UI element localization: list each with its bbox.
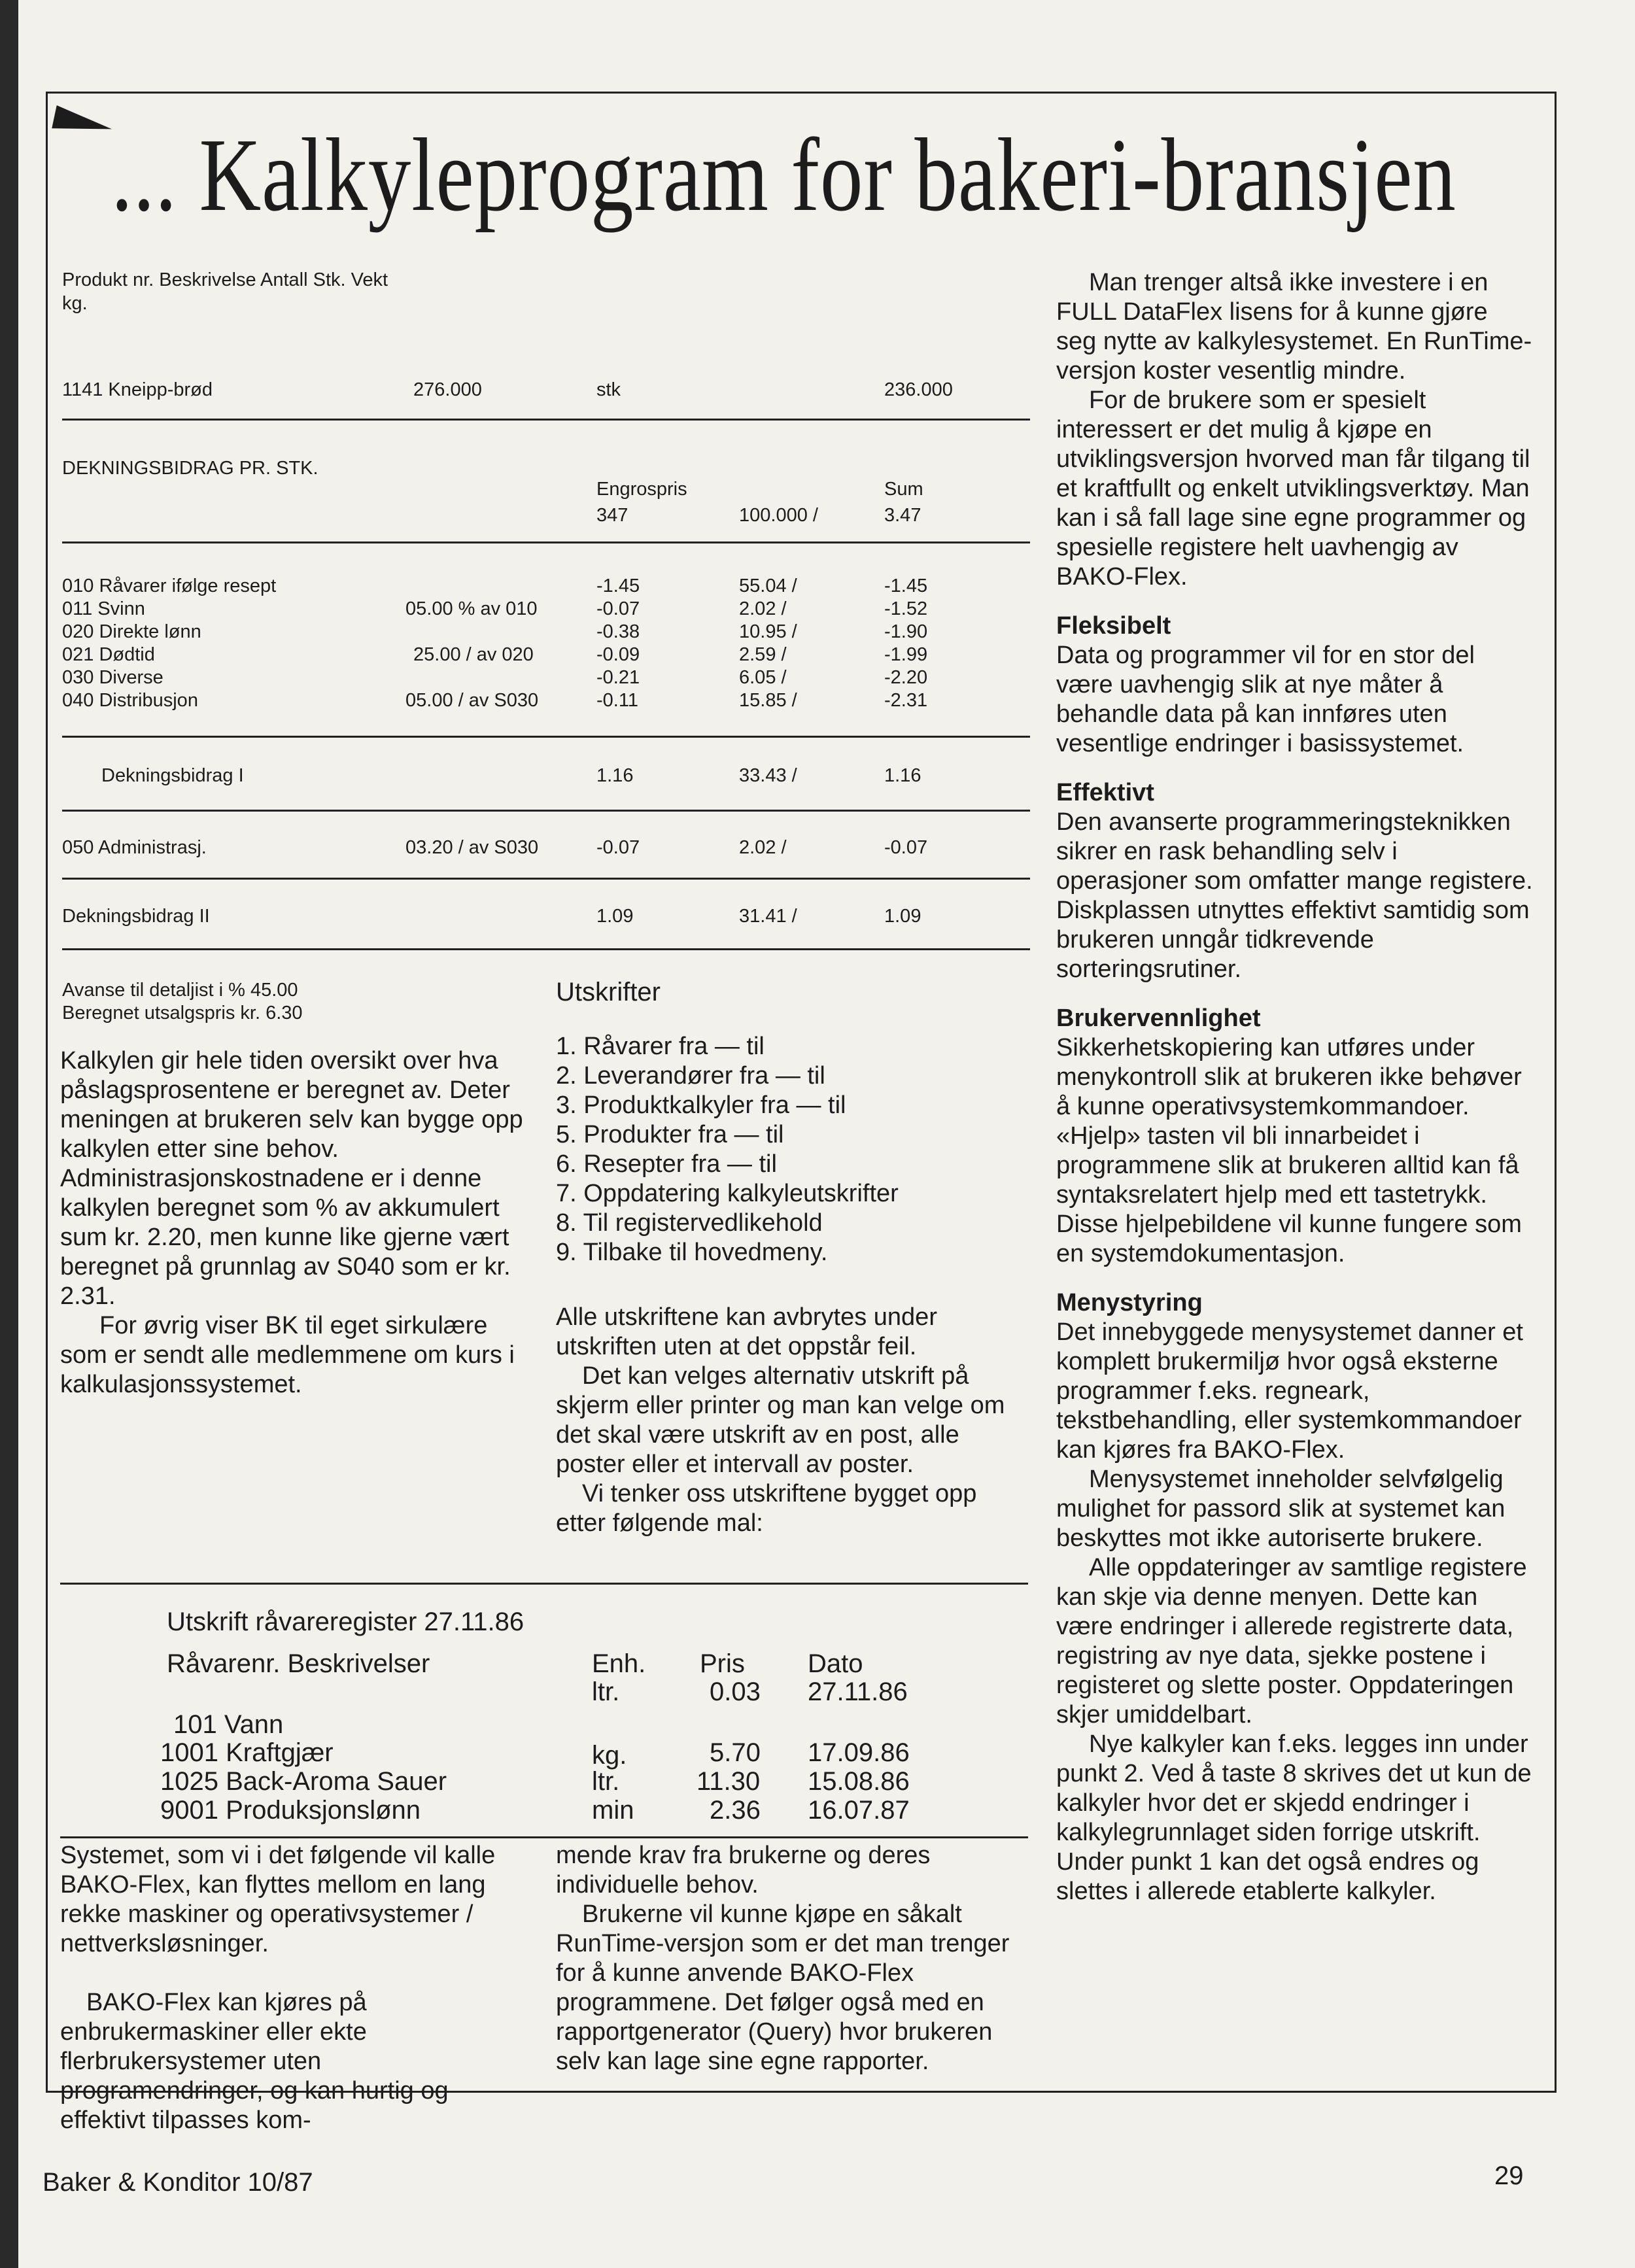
- row-c: -1.45: [884, 576, 928, 596]
- row-a: -0.07: [596, 598, 640, 619]
- divider: [60, 1836, 1028, 1838]
- utskrift-row-name: 1001 Kraftgjær: [160, 1738, 334, 1767]
- utskrift-head-dato: Dato: [808, 1649, 863, 1678]
- utskrifter-heading: Utskrifter: [556, 978, 661, 1006]
- list-item: 1. Råvarer fra — til: [556, 1033, 765, 1060]
- left-paragraph-1: Kalkylen gir hele tiden oversikt over hva påslagsprosentene er beregnet av. Deter meningen at brukeren selv kan bygge opp kalkylen etter sine behov. Administrasjonskostnadene er i denne kalkylen beregnet som % av akkumulert sum kr. 2.20, men kunne like gjerne vært beregnet på grunnlag av S040 som er kr. 2.31.: [60, 1047, 523, 1310]
- utskrift-row-enh: min: [592, 1796, 634, 1825]
- engros-label: Engrospris: [596, 479, 687, 500]
- page-title: ... Kalkyleprogram for bakeri-bransjen: [111, 116, 1456, 233]
- admin-basis: 03.20 / av S030: [405, 837, 539, 858]
- admin-b: 2.02 /: [739, 837, 787, 858]
- heading-brukervennlighet: Brukervennlighet: [1056, 1005, 1261, 1032]
- row-b: 55.04 /: [739, 576, 797, 596]
- right-paragraph-1: Man trenger altså ikke investere i en FULL DataFlex lisens for å kunne gjøre seg nytte av kalkylesystemet. En RunTime-versjon koster vesentlig mindre.: [1056, 269, 1532, 385]
- utskrift-head-pris: Pris: [700, 1649, 745, 1678]
- product-unit: stk: [596, 379, 621, 400]
- right-paragraph-3: Data og programmer vil for en stor del være uavhengig slik at nye måter å behandle data på kan innføres uten vesentlige endringer i basissystemet.: [1056, 642, 1475, 757]
- row-c: -2.31: [884, 690, 928, 711]
- sum-label: Sum: [884, 479, 923, 500]
- db1-name: Dekningsbidrag I: [101, 765, 244, 786]
- utskrift-first-pris: 0.03: [710, 1677, 761, 1706]
- divider: [62, 878, 1030, 880]
- utskrift-head-left: Råvarenr. Beskrivelser: [167, 1649, 430, 1678]
- mid-paragraph-2: Det kan velges alternativ utskrift på skjerm eller printer og man kan velge om det skal være utskrift av en post, alle poster eller et intervall av poster.: [556, 1362, 1005, 1478]
- row-b: 6.05 /: [739, 667, 787, 688]
- utskrift-head-enh: Enh.: [592, 1649, 646, 1678]
- admin-a: -0.07: [596, 837, 640, 858]
- mid-paragraph-3: Vi tenker oss utskriftene bygget opp etter følgende mal:: [556, 1480, 977, 1537]
- db1-b: 33.43 /: [739, 765, 797, 786]
- utskrift-row-pris: 11.30: [697, 1767, 761, 1796]
- row-name: 030 Diverse: [62, 667, 164, 688]
- utskrift-row-dato: 15.08.86: [808, 1767, 910, 1796]
- row-c: -2.20: [884, 667, 928, 688]
- row-name: 021 Dødtid: [62, 644, 155, 665]
- bottom-left-paragraph-1: Systemet, som vi i det følgende vil kalle BAKO-Flex, kan flyttes mellom en lang rekke maskiner og operativsystemer / nettverksløsninger.: [60, 1842, 496, 1957]
- utskrift-row-enh: ltr.: [592, 1767, 620, 1796]
- bottom-left-column: [60, 1841, 531, 2135]
- divider: [62, 810, 1030, 812]
- footer-publication: Baker & Konditor 10/87: [43, 2168, 313, 2197]
- left-paragraph-2: For øvrig viser BK til eget sirkulære som er sendt alle medlemmene om kurs i kalkulasjonssystemet.: [60, 1312, 515, 1398]
- right-paragraph-5: Sikkerhetskopiering kan utføres under menykontroll slik at brukeren ikke behøver å kunne operativsystemkommandoer. «Hjelp» tasten vil bli innarbeidet i programmene slik at brukeren alltid kan få syntaksrelatert hjelp med ett tastetrykk. Disse hjelpebildene vil kunne fungere som en systemdokumentasjon.: [1056, 1034, 1522, 1267]
- sum-value: 3.47: [884, 505, 921, 526]
- calc-header-line2: kg.: [62, 293, 88, 314]
- row-name: 040 Distribusjon: [62, 690, 198, 711]
- list-item: 3. Produktkalkyler fra — til: [556, 1091, 846, 1119]
- divider: [62, 541, 1030, 543]
- utskrift-row-name: 101 Vann: [173, 1710, 284, 1739]
- row-a: -0.11: [596, 690, 638, 711]
- row-b: 15.85 /: [739, 690, 797, 711]
- left-column: [60, 1046, 531, 1400]
- db2-b: 31.41 /: [739, 906, 797, 927]
- bottom-middle-column: [556, 1841, 1027, 2076]
- product-qty: 276.000: [413, 379, 482, 400]
- divider: [62, 948, 1030, 950]
- utskrift-title: Utskrift råvareregister 27.11.86: [167, 1607, 525, 1636]
- right-paragraph-2: For de brukere som er spesielt interessert er det mulig å kjøpe en utviklingsversjon hvorved man får tilgang til et kraftfullt og enkelt utviklingsverktøy. Man kan i så fall lage sine egne programmer og spesielle registere helt uavhengig av BAKO-Flex.: [1056, 387, 1530, 591]
- admin-name: 050 Administrasj.: [62, 837, 207, 858]
- row-a: -0.21: [596, 667, 640, 688]
- row-name: 020 Direkte lønn: [62, 621, 201, 642]
- calc-header-line1: Produkt nr. Beskrivelse Antall Stk. Vekt: [62, 269, 388, 290]
- bottom-left-paragraph-2: BAKO-Flex kan kjøres på enbrukermaskiner eller ekte flerbrukersystemer uten programendringer, og kan hurtig og effektivt tilpasses kom-: [60, 1989, 449, 2134]
- utskrift-row-pris: 2.36: [710, 1796, 761, 1825]
- utskrift-row-dato: 16.07.87: [808, 1796, 910, 1825]
- engros-pct: 100.000 /: [739, 505, 818, 526]
- db1-c: 1.16: [884, 765, 921, 786]
- admin-c: -0.07: [884, 837, 928, 858]
- list-item: 8. Til registervedlikehold: [556, 1209, 823, 1237]
- divider: [62, 736, 1030, 738]
- db2-a: 1.09: [596, 906, 634, 927]
- engros-value: 347: [596, 505, 628, 526]
- row-c: -1.52: [884, 598, 928, 619]
- row-b: 2.02 /: [739, 598, 787, 619]
- list-item: 2. Leverandører fra — til: [556, 1062, 825, 1090]
- row-a: -0.38: [596, 621, 640, 642]
- list-item: 5. Produkter fra — til: [556, 1121, 784, 1148]
- row-name: 010 Råvarer ifølge resept: [62, 576, 277, 596]
- section-title: DEKNINGSBIDRAG PR. STK.: [62, 458, 318, 479]
- row-basis: 05.00 % av 010: [405, 598, 538, 619]
- list-item: 6. Resepter fra — til: [556, 1150, 777, 1178]
- db2-name: Dekningsbidrag II: [62, 906, 210, 927]
- heading-menystyring: Menystyring: [1056, 1289, 1203, 1316]
- product-name: 1141 Kneipp-brød: [62, 379, 213, 400]
- row-b: 10.95 /: [739, 621, 797, 642]
- product-value: 236.000: [884, 379, 953, 400]
- row-b: 2.59 /: [739, 644, 787, 665]
- row-c: -1.99: [884, 644, 928, 665]
- beregnet-text: Beregnet utsalgspris kr. 6.30: [62, 1003, 303, 1023]
- bottom-mid-paragraph-2: Brukerne vil kunne kjøpe en såkalt RunTime-versjon som er det man trenger for å kunne anvende BAKO-Flex programmene. Det følger også med en rapportgenerator (Query) hvor brukeren selv kan lage sine egne rapporter.: [556, 1900, 1010, 2075]
- right-column: [1056, 268, 1534, 1906]
- mid-paragraph-1: Alle utskriftene kan avbrytes under utskriften uten at det oppstår feil.: [556, 1303, 937, 1360]
- row-c: -1.90: [884, 621, 928, 642]
- right-paragraph-9: Nye kalkyler kan f.eks. legges inn under punkt 2. Ved å taste 8 skrives det ut kun de kalkyler hvor det er skjedd endringer i kalkylegrunnlaget siden forrige utskrift. Under punkt 1 kan det også endres og slettes i allerede etablerte kalkyler.: [1056, 1730, 1532, 1905]
- utskrift-first-dato: 27.11.86: [808, 1677, 908, 1706]
- right-paragraph-8: Alle oppdateringer av samtlige registere kan skje via denne menyen. Dette kan være endringer i allerede registrerte data, registring av nye data, sjekke postene i registeret og slette poster. Oppdateringen skjer umiddelbart.: [1056, 1554, 1527, 1728]
- scan-edge: [0, 0, 18, 2268]
- utskrift-row-name: 9001 Produksjonslønn: [160, 1796, 421, 1825]
- bottom-mid-paragraph-1: mende krav fra brukerne og deres individuelle behov.: [556, 1842, 931, 1899]
- utskrifter-list: [556, 1032, 899, 1267]
- row-a: -0.09: [596, 644, 640, 665]
- utskrift-row-dato: 17.09.86: [808, 1738, 910, 1767]
- utskrift-first-enh: ltr.: [592, 1677, 620, 1706]
- heading-fleksibelt: Fleksibelt: [1056, 612, 1171, 640]
- right-paragraph-4: Den avanserte programmeringsteknikken sikrer en rask behandling selv i operasjoner som omfatter mange registere. Diskplassen utnyttes effektivt samtidig som brukeren unngår tidkrevende sorteringsrutiner.: [1056, 808, 1533, 983]
- db1-a: 1.16: [596, 765, 634, 786]
- utskrift-row-enh: kg.: [592, 1741, 627, 1770]
- utskrift-row-pris: 5.70: [710, 1738, 761, 1767]
- middle-column: [556, 1303, 1027, 1538]
- row-basis: 05.00 / av S030: [405, 690, 539, 711]
- right-paragraph-7: Menysystemet inneholder selvfølgelig mulighet for passord slik at systemet kan beskyttes mot ikke autoriserte brukere.: [1056, 1466, 1506, 1552]
- db2-c: 1.09: [884, 906, 921, 927]
- row-name: 011 Svinn: [62, 598, 145, 619]
- avanse-text: Avanse til detaljist i % 45.00: [62, 980, 298, 1001]
- row-a: -1.45: [596, 576, 640, 596]
- divider: [62, 419, 1030, 421]
- page-number: 29: [1494, 2161, 1524, 2190]
- utskrift-row-name: 1025 Back-Aroma Sauer: [160, 1767, 447, 1796]
- heading-effektivt: Effektivt: [1056, 779, 1154, 806]
- list-item: 9. Tilbake til hovedmeny.: [556, 1239, 828, 1266]
- right-paragraph-6: Det innebyggede menysystemet danner et komplett brukermiljø hvor også eksterne programmer f.eks. regneark, tekstbehandling, eller systemkommandoer kan kjøres fra BAKO-Flex.: [1056, 1318, 1523, 1464]
- list-item: 7. Oppdatering kalkyleutskrifter: [556, 1180, 899, 1207]
- divider: [60, 1583, 1028, 1585]
- row-basis: 25.00 / av 020: [413, 644, 534, 665]
